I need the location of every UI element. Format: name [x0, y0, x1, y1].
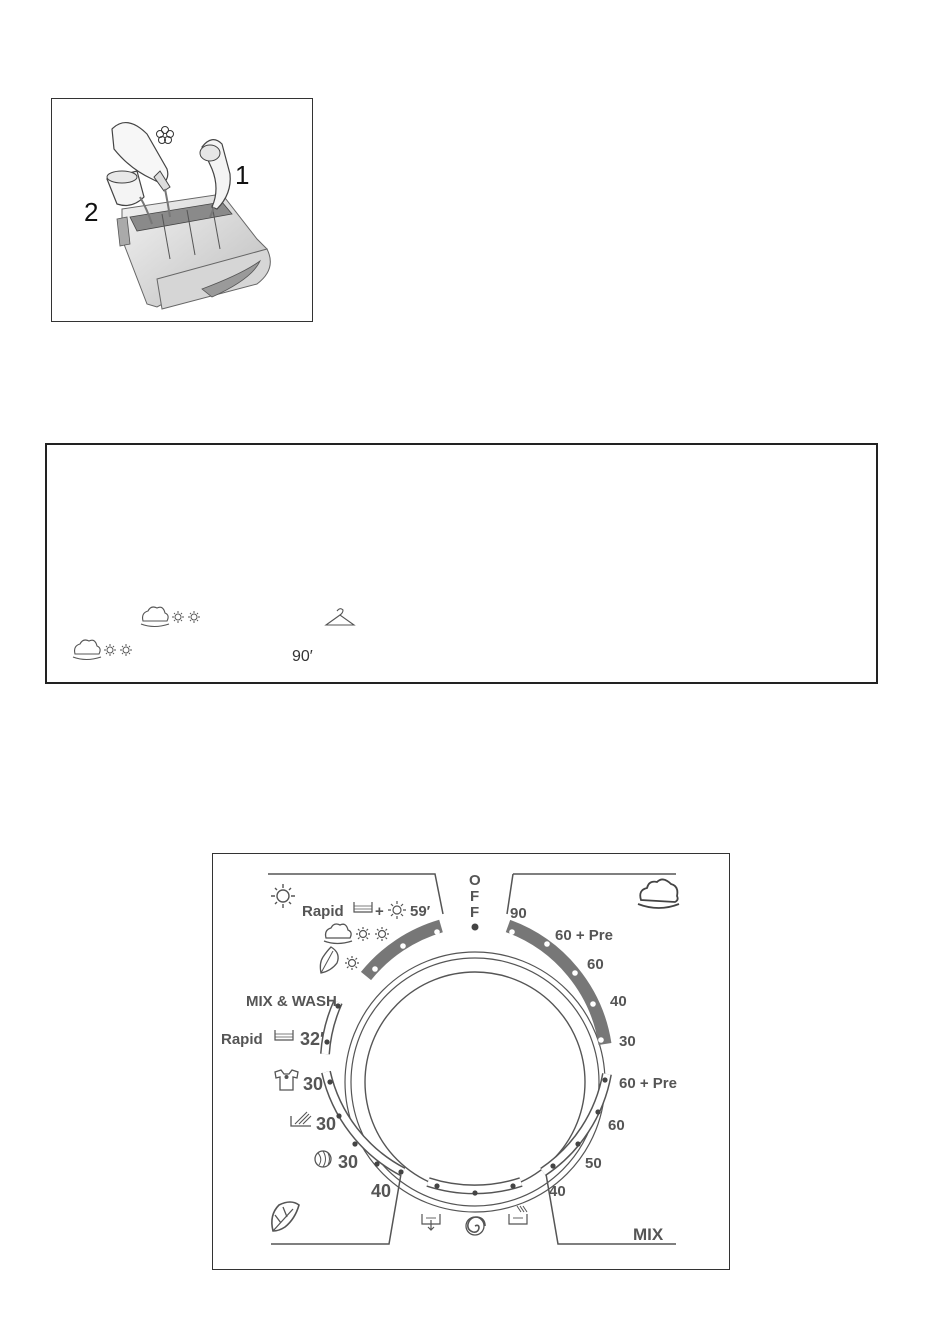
drain-icon [422, 1214, 440, 1230]
compartment-label-1: 1 [235, 160, 250, 190]
svg-text:F: F [470, 888, 480, 905]
wool-icon [315, 1151, 331, 1167]
notes-box [45, 443, 878, 684]
shirt-icon [275, 1070, 298, 1090]
mix-temp-60-pre: 60 + Pre [619, 1075, 677, 1092]
cotton-temp-30: 30 [619, 1033, 636, 1050]
mix-temp-50: 50 [585, 1155, 602, 1172]
cotton-temp-60: 60 [587, 956, 604, 973]
svg-text:+: + [375, 903, 384, 920]
notes-symbols [47, 445, 880, 686]
duration-90: 90′ [292, 648, 313, 665]
sun-dry-icon [271, 884, 295, 908]
spin-icon [466, 1217, 485, 1235]
rapid-wash-label: Rapid [221, 1031, 263, 1048]
softener-flower-icon [157, 127, 174, 144]
delicates-temp: 40 [371, 1181, 392, 1201]
mix-label: MIX [633, 1225, 664, 1244]
cotton-extra-dry-icon [324, 924, 389, 944]
off-label [469, 872, 481, 921]
hanger-icon [326, 609, 354, 625]
off-indicator-dot [472, 924, 479, 931]
detergent-drawer-figure [51, 98, 313, 322]
tub-icon [275, 1030, 293, 1040]
cotton-extra-dry-icon [73, 640, 132, 660]
cloud-cotton-icon [638, 879, 679, 908]
mix-temp-40: 40 [549, 1183, 566, 1200]
rapid-dry-label: Rapid [302, 903, 344, 920]
sun-dry-icon [388, 901, 406, 919]
tub-icon [354, 902, 372, 912]
detergent-drawer-illustration [52, 99, 314, 323]
dial-outer-ring [345, 952, 605, 1212]
handwash-temp: 30 [316, 1114, 337, 1134]
handwash-icon [291, 1112, 311, 1126]
cotton-temp-60-pre: 60 + Pre [555, 927, 613, 944]
dial-knob[interactable] [365, 972, 585, 1192]
rapid-dry-time: 59′ [410, 903, 431, 920]
mix-and-wash-label: MIX & WASH [246, 993, 337, 1010]
program-dial [213, 854, 731, 1271]
program-dial-panel [212, 853, 730, 1270]
svg-text:O: O [469, 872, 481, 889]
rinse-icon [509, 1206, 527, 1224]
mix-temp-60: 60 [608, 1117, 625, 1134]
svg-text:F: F [470, 904, 480, 921]
rapid-wash-time: 32′ [300, 1029, 325, 1049]
cotton-temp-90: 90 [510, 905, 527, 922]
cotton-extra-dry-icon [141, 607, 200, 627]
shirts-temp: 30 [303, 1074, 324, 1094]
cotton-temp-40: 40 [610, 993, 627, 1010]
wool-temp: 30 [338, 1152, 359, 1172]
feather-icon [272, 1202, 299, 1231]
delicate-dry-icon [320, 947, 359, 973]
compartment-label-2: 2 [84, 197, 99, 227]
